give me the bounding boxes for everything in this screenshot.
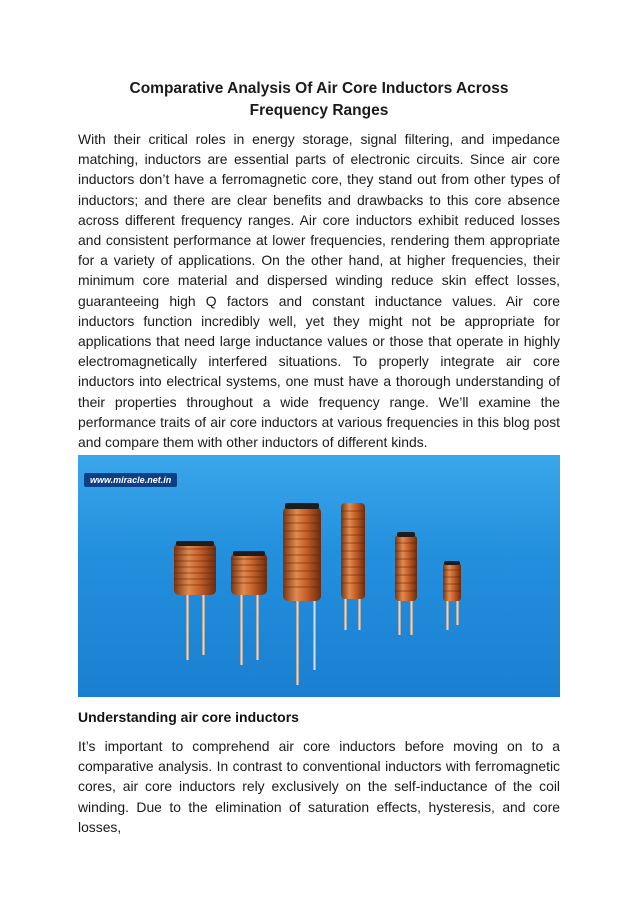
- inductor-1: [174, 541, 216, 660]
- inductors-illustration: [78, 455, 560, 697]
- inductor-3: [283, 503, 321, 685]
- title-line-1: Comparative Analysis Of Air Core Inductors Across: [129, 80, 509, 97]
- inductor-5: [395, 532, 417, 635]
- inductor-2: [231, 551, 267, 665]
- inductor-4: [341, 503, 365, 630]
- section-heading: Understanding air core inductors: [78, 709, 299, 725]
- inductors-photo: [78, 455, 560, 697]
- website-watermark: www.miracle.net.in: [84, 473, 177, 487]
- inductor-6: [443, 561, 461, 630]
- document-title: [78, 78, 560, 122]
- section-paragraph: It’s important to comprehend air core inductors before moving on to a comparative analysis. In contrast to conventional inductors with ferromagnetic cores, air core inductors rely exclusively on the self-inductance of the coil winding. Due to the elimination of saturation effects, hysteresis, and core losses,: [78, 738, 560, 835]
- intro-paragraph: With their critical roles in energy storage, signal filtering, and impedance matching, inductors are essential parts of electronic circuits. Since air core inductors don’t have a ferromagnetic core, they stand out from other types of inductors; and there are clear benefits and drawbacks to this core absence across different frequency ranges. Air core inductors exhibit reduced losses and consistent performance at lower frequencies, rendering them appropriate for a variety of applications. On the other hand, at higher frequencies, their minimum core material and dispersed winding reduce skin effect losses, guaranteeing high Q factors and constant inductance values. Air core inductors function incredibly well, yet they might not be appropriate for applications that need large inductance values or those that operate in highly electromagnetically interfered situations. To properly integrate air core inductors into electrical systems, one must have a thorough understanding of their properties throughout a wide frequency range. We’ll examine the performance traits of air core inductors at various frequencies in this blog post and compare them with other inductors of different kinds.: [78, 131, 560, 451]
- title-line-2: Frequency Ranges: [249, 102, 389, 119]
